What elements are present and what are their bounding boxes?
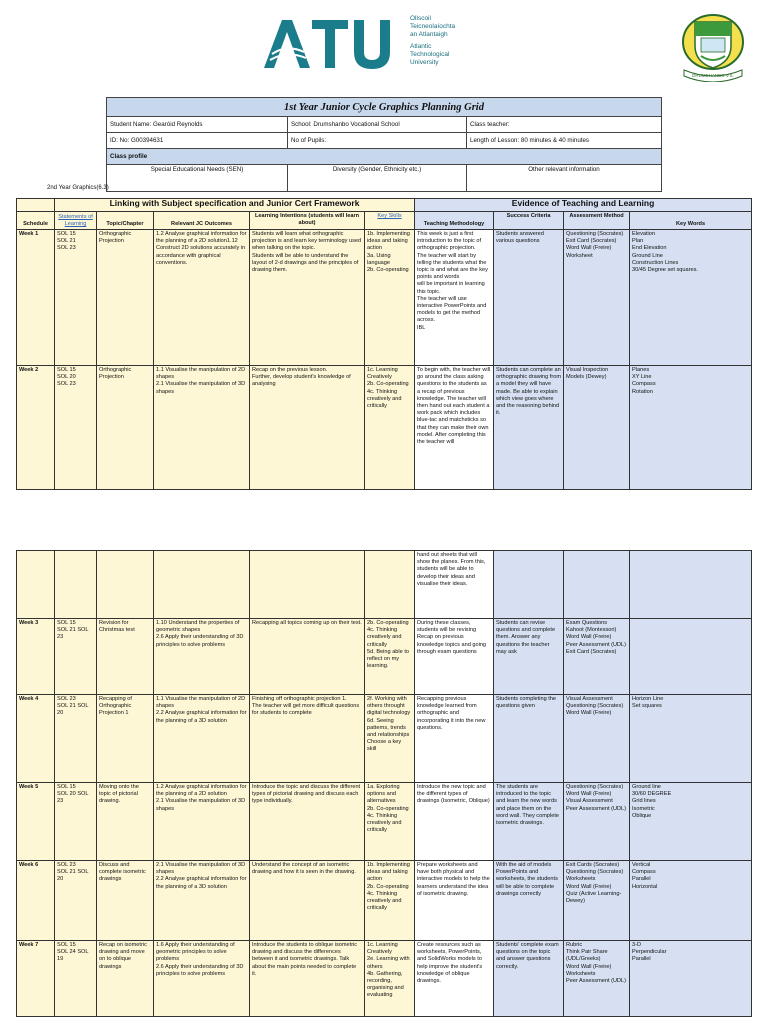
id-number: ID: No: G00394631	[107, 133, 288, 149]
atu-logo-text	[410, 15, 455, 67]
week-cell: Week 2	[17, 366, 55, 490]
key-skills-link[interactable]: Key Skills	[377, 213, 402, 219]
assessment-cell: Rubric Think Pair Share (UDL/Greeks) Word Wall (Freire) Worksheets Peer Assessment (UDL)	[564, 941, 630, 1017]
success-criteria-cell: Students completing the questions given	[494, 695, 564, 783]
intentions-cell: Recap on the previous lesson. Further, develop student's knowledge of analysing	[250, 366, 365, 490]
number-of-pupils: No of Pupils:	[288, 133, 467, 149]
key-words-cell: 3-D Perpendicular Parallel	[630, 941, 752, 1017]
statements-cell: SOL 15 SOL 24 SOL 19	[55, 941, 97, 1017]
week-cell: Week 4	[17, 695, 55, 783]
methodology-cell: Create resources such as worksheets, PowerPoints, and SolidWorks models to help improve the student's knowledge of oblique drawings.	[415, 941, 494, 1017]
class-profile: Class profile	[107, 149, 662, 165]
col-statements-of-learning[interactable]	[55, 212, 97, 230]
planning-table-page2	[16, 550, 752, 1017]
table-row	[17, 861, 752, 941]
methodology-cell: This week is just a first introduction to the topic of orthographic projection. The teacher will start by telling the students what the topic is and what are the key points and words will be important in learning this topic. The teacher will use interactive PowerPoints and models to get the method across. IBL	[415, 230, 494, 366]
intentions-cell: Introduce the students to oblique isometric drawing and discuss the differences between it and isometric drawings. Talk about the main points needed to complete it.	[250, 941, 365, 1017]
topic-cell: Orthographic Projection	[97, 230, 154, 366]
outcomes-cell: 1.1 Visualise the manipulation of 2D shapes 2.2 Analyse graphical information for the planning of a 3D solution	[154, 695, 250, 783]
topic-cell: Moving onto the topic of pictorial drawing.	[97, 783, 154, 861]
col-key-words: Key Words	[630, 212, 752, 230]
col-learning-intentions: Learning Intentions (students will learn about)	[250, 212, 365, 230]
school-crest-icon	[678, 12, 748, 82]
col-outcomes: Relevant JC Outcomes	[154, 212, 250, 230]
group-header-linking: Linking with Subject specification and Junior Cert Framework	[55, 199, 415, 212]
sen-header: Special Educational Needs (SEN)	[107, 165, 288, 192]
diversity-header: Diversity (Gender, Ethnicity etc.)	[288, 165, 467, 192]
statements-of-learning-link[interactable]: Statements of Learning	[58, 213, 93, 227]
success-criteria-cell	[494, 551, 564, 619]
table-row	[17, 941, 752, 1017]
methodology-cell: To begin with, the teacher will go around the class asking questions to the students as a recap of previous knowledge. The teacher will then hand out each student a work pack which includes blue-tac and matchsticks so that they can make their own model. After completing this the teacher will	[415, 366, 494, 490]
methodology-cell: Prepare worksheets and have both physical and interactive models to help the learners understand the idea of isometric drawing.	[415, 861, 494, 941]
student-name: Student Name: Gearóid Reynolds	[107, 117, 288, 133]
intentions-cell: Introduce the topic and discuss the different types of pictorial drawing and discuss each type individually.	[250, 783, 365, 861]
col-topic: Topic/Chapter	[97, 212, 154, 230]
atu-logo	[262, 14, 402, 70]
col-key-skills[interactable]	[365, 212, 415, 230]
week-cell: Week 3	[17, 619, 55, 695]
intentions-cell: Finishing off orthographic projection 1. The teacher will get more difficult questions for students to complete	[250, 695, 365, 783]
intentions-cell: Students will learn what orthographic projection is and learn key terminology used when talking on the topic. Students will be able to understand the layout of 2-d drawings and the principles of drawing them.	[250, 230, 365, 366]
statements-cell	[55, 551, 97, 619]
statements-cell: SOL 15 SOL 20 SOL 23	[55, 783, 97, 861]
topic-cell	[97, 551, 154, 619]
year-note: 2nd Year Graphics(6.3)	[47, 185, 109, 191]
logo-line: Atlantic	[410, 43, 432, 50]
table-row	[17, 783, 752, 861]
key-skills-cell: 1c. Learning Creatively 2b. Co-operating 4c. Thinking creatively and critically	[365, 366, 415, 490]
key-skills-cell: 1b. Implementing ideas and taking action 3a. Using language 2b. Co-operating	[365, 230, 415, 366]
key-words-cell: Planes XY Line Compass Rotation	[630, 366, 752, 490]
methodology-cell: Introduce the new topic and the different types of drawings (Isometric, Oblique)	[415, 783, 494, 861]
success-criteria-cell: Students answered various questions	[494, 230, 564, 366]
success-criteria-cell: Students can revise questions and complete them. Answer any questions the teacher may ask	[494, 619, 564, 695]
key-skills-cell: 2f. Working with others throught digital technology 6d. Seeing patterns, trends and relationships Choose a key skill	[365, 695, 415, 783]
group-header-evidence: Evidence of Teaching and Learning	[415, 199, 752, 212]
statements-cell: SOL 23 SOL 21 SOL 20	[55, 861, 97, 941]
statements-cell: SOL 23 SOL 21 SOL 20	[55, 695, 97, 783]
key-words-cell	[630, 619, 752, 695]
week-cell: Week 1	[17, 230, 55, 366]
topic-cell: Recap on isometric drawing and move on to oblique drawings	[97, 941, 154, 1017]
class-teacher: Class teacher:	[467, 117, 662, 133]
logo-line: Teicneolaíochta	[410, 23, 456, 30]
outcomes-cell: 1.2 Analyse graphical information for the planning of a 2D solution 2.1 Visualise the manipulation of 3D shapes	[154, 783, 250, 861]
col-teaching-methodology: Teaching Methodology	[415, 212, 494, 230]
statements-cell: SOL 15 SOL 20 SOL 23	[55, 366, 97, 490]
assessment-cell	[564, 551, 630, 619]
table-row	[17, 619, 752, 695]
assessment-cell: Questioning (Socrates) Word Wall (Freire) Visual Assessment Peer Assessment (UDL)	[564, 783, 630, 861]
intentions-cell: Understand the concept of an isometric drawing and how it is seen in the drawing.	[250, 861, 365, 941]
statements-cell: SOL 15 SOL 21 SOL 23	[55, 230, 97, 366]
outcomes-cell	[154, 551, 250, 619]
statements-cell: SOL 15 SOL 21 SOL 23	[55, 619, 97, 695]
methodology-cell: During these classes, students will be revising Recap on previous knowledge topics and going through exam questions	[415, 619, 494, 695]
topic-cell: Discuss and complete isometric drawings	[97, 861, 154, 941]
week-cell: Week 6	[17, 861, 55, 941]
lesson-length	[467, 133, 662, 149]
success-criteria-cell: Students can complete an orthographic drawing from a model they will have made. Be able to explain which view goes where and the reasoning behind it.	[494, 366, 564, 490]
key-skills-cell: 1b. Implementing ideas and taking action 2b. Co-operating 4c. Thinking creatively and critically	[365, 861, 415, 941]
key-skills-cell: 2b. Co-operating 4c. Thinking creatively and critically 5d. Being able to reflect on my learning.	[365, 619, 415, 695]
key-words-cell: Elevation Plan End Elevation Ground Line Construction Lines 30/45 Degree set squares.	[630, 230, 752, 366]
planning-table-page1	[16, 198, 752, 490]
lesson-length-value: 80 minutes & 40 minutes	[519, 137, 590, 144]
outcomes-cell: 2.1 Visualise the manipulation of 3D shapes 2.2 Analyse graphical information for the planning of a 3D solution	[154, 861, 250, 941]
assessment-cell: Exit Cards (Socrates) Questioning (Socrates) Worksheets Word Wall (Freire) Quiz (Active Learning-Dewey)	[564, 861, 630, 941]
intentions-cell: Recapping all topics coming up on their test.	[250, 619, 365, 695]
table-row	[17, 551, 752, 619]
table-row	[17, 695, 752, 783]
topic-cell: Orthographic Projection	[97, 366, 154, 490]
assessment-cell: Visual Assessment Questioning (Socrates) Word Wall (Freire)	[564, 695, 630, 783]
outcomes-cell: 1.10 Understand the properties of geometric shapes 2.6 Apply their understanding of 3D principles to solve problems	[154, 619, 250, 695]
other-info-header: Other relevant information	[467, 165, 662, 192]
topic-cell: Recapping of Orthographic Projection 1	[97, 695, 154, 783]
methodology-cell: Recapping previous knowledge learned from orthographic and incorporating it into the new questions.	[415, 695, 494, 783]
week-cell: Week 7	[17, 941, 55, 1017]
key-words-cell: Vertical Compass Parallel Horizontal	[630, 861, 752, 941]
key-skills-cell: 1a. Exploring options and alternatives 2b. Co-operating 4c. Thinking creatively and critically	[365, 783, 415, 861]
logo-line: University	[410, 59, 439, 66]
col-success-criteria: Success Criteria	[494, 212, 564, 230]
key-words-cell: Horizon Line Set squares	[630, 695, 752, 783]
outcomes-cell: 1.6 Apply their understanding of geometric principles to solve problems 2.6 Apply their understanding of 3D principles to solve problems	[154, 941, 250, 1017]
success-criteria-cell: The students are introduced to the topic and learn the new words and place them on the word wall. They complete isometric drawings.	[494, 783, 564, 861]
outcomes-cell: 1.2 Analyse graphical information for the planning of a 2D solution1.12 Construct 2D solutions accurately in accordance with graphical conventions.	[154, 230, 250, 366]
assessment-cell: Exam Questions Kahoot (Montessori) Word Wall (Freire) Peer Assessment (UDL) Exit Card (Socrates)	[564, 619, 630, 695]
intentions-cell	[250, 551, 365, 619]
topic-cell: Revision for Christmas test	[97, 619, 154, 695]
success-criteria-cell: Students' complete exam questions on the topic and answer questions correctly.	[494, 941, 564, 1017]
key-words-cell: Ground line 30/60 DEGREE Grid lines Isometric Oblique	[630, 783, 752, 861]
lesson-length-label: Length of Lesson:	[470, 137, 520, 144]
outcomes-cell: 1.1 Visualise the manipulation of 2D shapes 2.1 Visualise the manipulation of 3D shapes	[154, 366, 250, 490]
assessment-cell: Visual Inspection Models (Dewey)	[564, 366, 630, 490]
table-row	[17, 366, 752, 490]
success-criteria-cell: With the aid of models PowerPoints and worksheets, the students will be able to complete drawings correctly	[494, 861, 564, 941]
logo-line: Technological	[410, 51, 450, 58]
col-schedule: Schedule	[17, 212, 55, 230]
school-name: School: Drumshanbo Vocational School	[288, 117, 467, 133]
page-title: 1st Year Junior Cycle Graphics Planning Grid	[107, 98, 662, 117]
key-words-cell	[630, 551, 752, 619]
table-row	[17, 230, 752, 366]
key-skills-cell	[365, 551, 415, 619]
crest-motto: DRUMSHANBO V.S.	[692, 73, 734, 78]
methodology-cell: hand out sheets that will show the planes. From this, students will be able to develop their ideas and visualise their ideas.	[415, 551, 494, 619]
week-cell: Week 5	[17, 783, 55, 861]
logo-line: an Atlantaigh	[410, 31, 448, 38]
assessment-cell: Questioning (Socrates) Exit Card (Socrates) Word Wall (Freire) Worksheet	[564, 230, 630, 366]
col-assessment-method: Assessment Method	[564, 212, 630, 230]
logo-line: Ollscoil	[410, 15, 431, 22]
key-skills-cell: 1c. Learning Creatively 2e. Learning with others 4b. Gathering, recording, organising and evaluating	[365, 941, 415, 1017]
info-grid	[106, 97, 662, 192]
week-cell	[17, 551, 55, 619]
